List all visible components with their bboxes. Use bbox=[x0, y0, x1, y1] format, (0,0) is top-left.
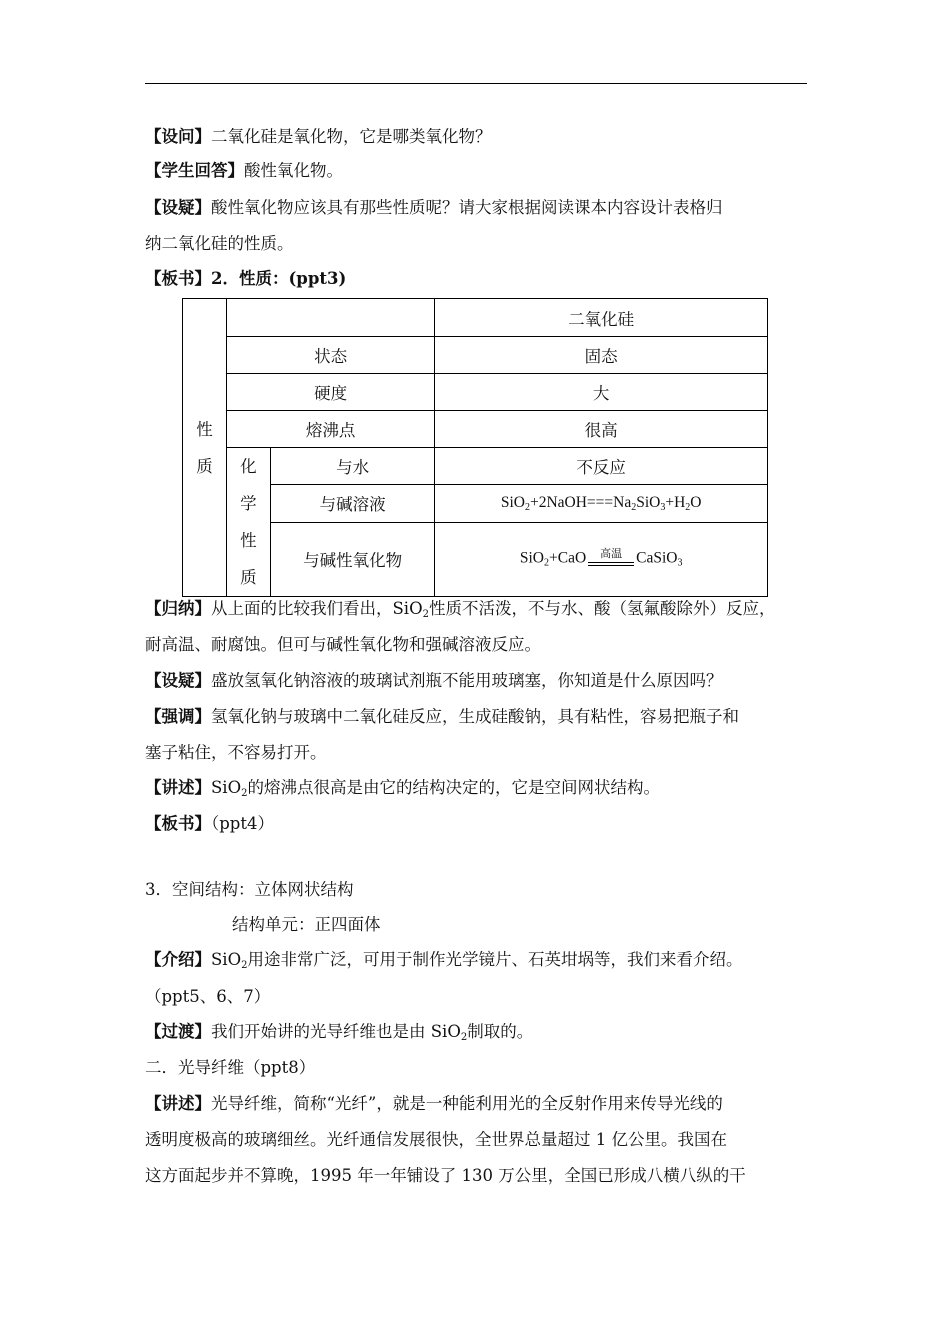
question-line: 【设问】二氧化硅是氧化物，它是哪类氧化物？ bbox=[145, 127, 492, 146]
value-cell: 固态 bbox=[435, 337, 768, 374]
header-rule bbox=[145, 83, 807, 84]
value-cell: 大 bbox=[435, 374, 768, 411]
lecture-line-2: 【讲述】光导纤维，简称“光纤”，就是一种能利用光的全反射作用来传导光线的 bbox=[145, 1094, 723, 1113]
high-temp-condition: 高温 bbox=[588, 548, 634, 570]
prop-cell: 硬度 bbox=[226, 374, 434, 411]
doubt-line: 【设疑】酸性氧化物应该具有那些性质呢？请大家根据阅读课本内容设计表格归 bbox=[145, 198, 723, 217]
doubt-line-3: 【设疑】盛放氢氧化钠溶液的玻璃试剂瓶不能用玻璃塞，你知道是什么原因吗？ bbox=[145, 671, 723, 690]
value-cell: 不反应 bbox=[435, 448, 768, 485]
section-heading: 二．光导纤维（ppt8） bbox=[145, 1058, 316, 1077]
answer-line: 【学生回答】酸性氧化物。 bbox=[145, 161, 343, 180]
prop-cell: 状态 bbox=[226, 337, 434, 374]
structure-line: 3．空间结构：立体网状结构 bbox=[145, 880, 354, 899]
chem-properties-header: 化学性质 bbox=[226, 448, 270, 597]
prop-cell: 与碱溶液 bbox=[270, 485, 435, 522]
column-header: 二氧化硅 bbox=[435, 299, 768, 337]
row-header-properties: 性质 bbox=[183, 299, 227, 597]
summary-line: 【归纳】从上面的比较我们看出，SiO$_2$性质不活泼，不与水、酸（氢氟酸除外）反应， bbox=[145, 599, 776, 620]
empty-header-cell bbox=[226, 299, 434, 337]
prop-cell: 熔沸点 bbox=[226, 411, 434, 448]
board-heading: 【板书】2．性质：(ppt3) bbox=[145, 269, 347, 288]
prop-cell: 与碱性氧化物 bbox=[270, 522, 435, 597]
board-line-2: 【板书】（ppt4） bbox=[145, 814, 275, 833]
lecture-line: 【讲述】SiO$_2$的熔沸点很高是由它的结构决定的，它是空间网状结构。 bbox=[145, 778, 660, 799]
structure-unit-line: 结构单元：正四面体 bbox=[232, 915, 381, 934]
doubt-line-2: 纳二氧化硅的性质。 bbox=[145, 234, 294, 253]
transition-line: 【过渡】我们开始讲的光导纤维也是由 SiO$_2$制取的。 bbox=[145, 1022, 534, 1043]
value-cell: 很高 bbox=[435, 411, 768, 448]
prop-cell: 与水 bbox=[270, 448, 435, 485]
intro-line-2: （ppt5、6、7） bbox=[145, 987, 271, 1006]
equation-cao: SiO$_2$+CaO 高温 CaSiO$_3$ bbox=[435, 522, 768, 597]
emphasis-line: 【强调】氢氧化钠与玻璃中二氧化硅反应，生成硅酸钠，具有粘性，容易把瓶子和 bbox=[145, 707, 739, 726]
properties-table bbox=[182, 298, 768, 597]
emphasis-line-2: 塞子粘住，不容易打开。 bbox=[145, 743, 327, 762]
lecture-line-3: 透明度极高的玻璃细丝。光纤通信发展很快，全世界总量超过 1 亿公里。我国在 bbox=[145, 1130, 727, 1149]
equation-naoh: $SiO_2+2NaOH===Na_2SiO_3+H_2O$ bbox=[435, 485, 768, 522]
summary-line-2: 耐高温、耐腐蚀。但可与碱性氧化物和强碱溶液反应。 bbox=[145, 635, 541, 654]
lecture-line-4: 这方面起步并不算晚，1995 年一年铺设了 130 万公里，全国已形成八横八纵的干 bbox=[145, 1166, 746, 1185]
intro-line: 【介绍】SiO$_2$用途非常广泛，可用于制作光学镜片、石英坩埚等，我们来看介绍。 bbox=[145, 950, 743, 971]
